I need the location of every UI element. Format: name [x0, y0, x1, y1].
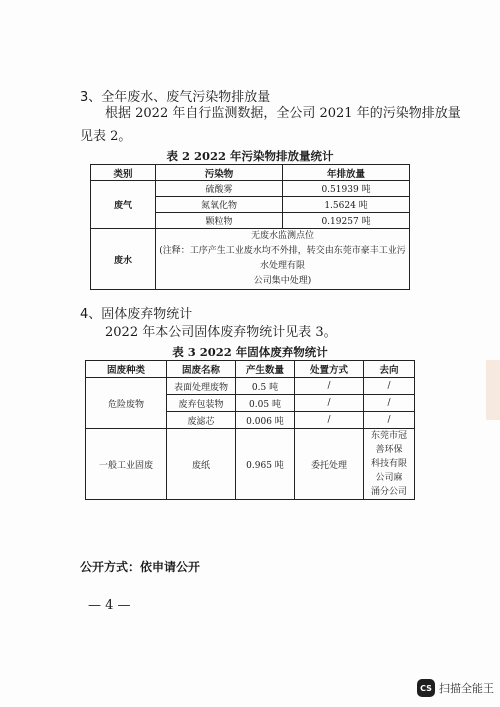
amount-cell: 0.51939 吨 [283, 181, 410, 197]
dest-line2: 科技有限公司麻 [370, 459, 407, 483]
waste-dest-cell: / [364, 412, 415, 429]
hazardous-category-cell: 危险废物 [86, 378, 167, 429]
dest-line1: 东莞市冠善环保 [370, 431, 407, 455]
table-3-caption: 表 3 2022 年固体废弃物统计 [172, 345, 328, 359]
pollutant-cell: 颗粒物 [156, 213, 283, 229]
waste-qty-cell: 0.006 吨 [236, 412, 295, 429]
table-3-header-qty: 产生数量 [236, 361, 295, 378]
table-row [86, 378, 415, 395]
table-3 [85, 360, 415, 500]
section-3-heading: 3、全年废水、废气污染物排放量 [80, 90, 271, 105]
table-row [91, 229, 410, 290]
table-2-header-amount: 年排放量 [283, 165, 410, 181]
amount-cell: 0.19257 吨 [283, 213, 410, 229]
table-3-header-method: 处置方式 [295, 361, 364, 378]
water-note-line1: 无废水监测点位 [250, 231, 314, 241]
page-number: — 4 — [88, 598, 131, 613]
water-note-cell [156, 229, 410, 290]
section-3-para-line2: 见表 2。 [80, 129, 132, 144]
waste-name-cell: 废纸 [167, 429, 236, 500]
waste-method-cell: / [295, 412, 364, 429]
scanner-watermark [417, 679, 494, 697]
waste-qty-cell: 0.965 吨 [236, 429, 295, 500]
table-3-header-name: 固废名称 [167, 361, 236, 378]
water-note-line3: 公司集中处理) [253, 276, 312, 286]
gas-category-cell: 废气 [91, 181, 156, 229]
section-3-para-line1: 根据 2022 年自行监测数据，全公司 2021 年的污染物排放量 [105, 106, 461, 121]
amount-cell: 1.5624 吨 [283, 197, 410, 213]
waste-dest-cell: / [364, 378, 415, 395]
waste-name-cell: 表面处理废物 [167, 378, 236, 395]
table-2-caption: 表 2 2022 年污染物排放量统计 [166, 149, 334, 163]
waste-qty-cell: 0.05 吨 [236, 395, 295, 412]
general-category-cell: 一般工业固废 [86, 429, 167, 500]
table-row [86, 429, 415, 500]
waste-name-cell: 废滤芯 [167, 412, 236, 429]
waste-method-cell: 委托处理 [295, 429, 364, 500]
table-2-header-category: 类别 [91, 165, 156, 181]
table-row [91, 181, 410, 197]
waste-name-cell: 废弃包装物 [167, 395, 236, 412]
pollutant-cell: 硫酸雾 [156, 181, 283, 197]
section-4-heading: 4、固体废弃物统计 [80, 307, 193, 322]
pollutant-cell: 氮氧化物 [156, 197, 283, 213]
table-2-header-pollutant: 污染物 [156, 165, 283, 181]
waste-qty-cell: 0.5 吨 [236, 378, 295, 395]
waste-dest-cell [364, 429, 415, 500]
seal-stamp-edge [486, 360, 500, 420]
section-4-para: 2022 年本公司固体废弃物统计见表 3。 [105, 325, 337, 340]
table-3-header-row [86, 361, 415, 378]
table-2 [90, 164, 410, 290]
table-3-header-type: 固废种类 [86, 361, 167, 378]
waste-method-cell: / [295, 378, 364, 395]
waste-dest-cell: / [364, 395, 415, 412]
water-category-cell: 废水 [91, 229, 156, 290]
table-3-header-dest: 去向 [364, 361, 415, 378]
dest-line3: 涌分公司 [370, 487, 407, 497]
water-note-line2: (注释：工序产生工业废水均不外排，转交由东莞市豪丰工业污水处理有限 [159, 246, 406, 271]
watermark-text: 扫描全能王 [439, 682, 494, 695]
cs-logo-icon: CS [417, 679, 435, 697]
waste-method-cell: / [295, 395, 364, 412]
table-2-header-row [91, 165, 410, 181]
disclosure-method: 公开方式：依申请公开 [80, 560, 201, 574]
